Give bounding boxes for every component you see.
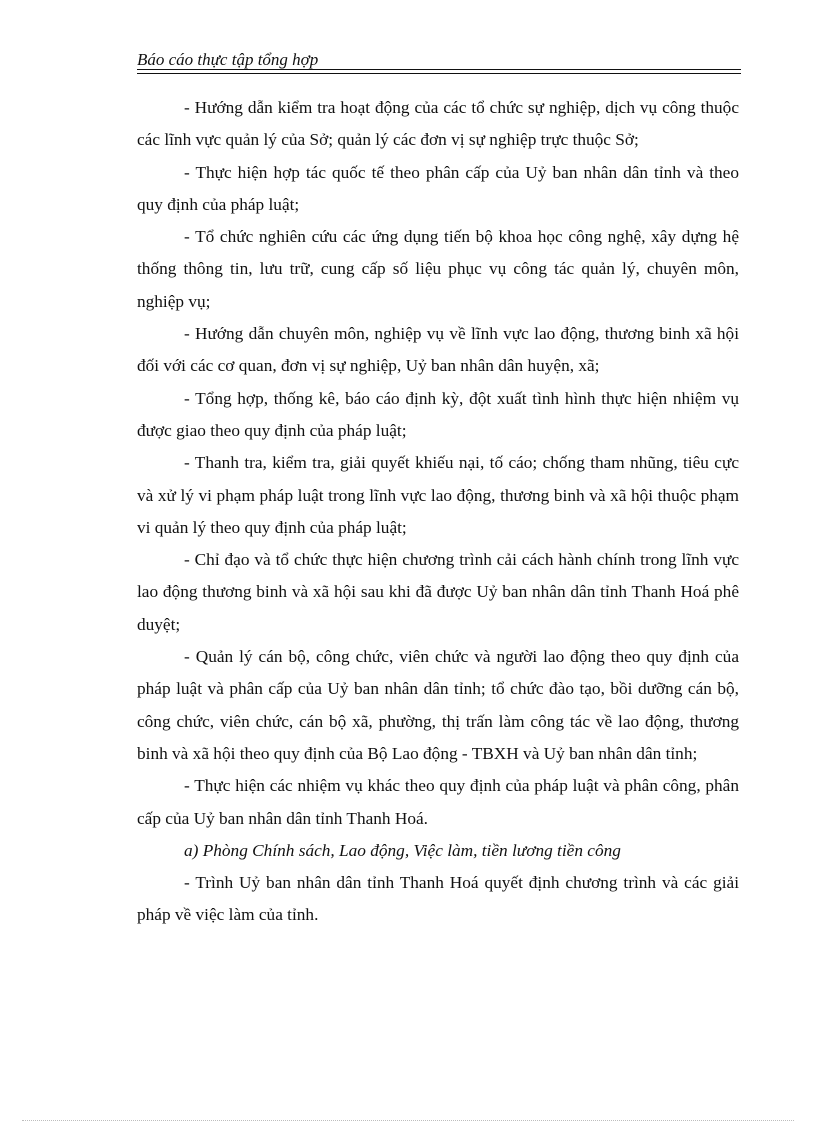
page-bottom-border (22, 1120, 794, 1121)
paragraph-8: - Quản lý cán bộ, công chức, viên chức và người lao động theo quy định của pháp luật và phân cấp của Uỷ ban nhân dân tỉnh; tổ chức đào tạo, bồi dưỡng cán bộ, công chức, viên chức, cán bộ xã, phường, thị trấn làm công tác về lao động, thương binh và xã hội theo quy định của Bộ Lao động - TBXH và Uỷ ban nhân dân tỉnh; (137, 647, 739, 763)
paragraph-1: - Hướng dẫn kiểm tra hoạt động của các tổ chức sự nghiệp, dịch vụ công thuộc các lĩnh vực quản lý của Sở; quản lý các đơn vị sự nghiệp trực thuộc Sở; (137, 98, 739, 150)
paragraph-6: - Thanh tra, kiểm tra, giải quyết khiếu nại, tố cáo; chống tham nhũng, tiêu cực và xử lý vi phạm pháp luật trong lĩnh vực lao động, thương binh và xã hội thuộc phạm vi quản lý theo quy định của pháp luật; (137, 453, 739, 537)
paragraph-3: - Tổ chức nghiên cứu các ứng dụng tiến bộ khoa học công nghệ, xây dựng hệ thống thông tin, lưu trữ, cung cấp số liệu phục vụ công tác quản lý, chuyên môn, nghiệp vụ; (137, 227, 739, 311)
header-rule (137, 69, 741, 70)
paragraph-7: - Chỉ đạo và tổ chức thực hiện chương trình cải cách hành chính trong lĩnh vực lao động thương binh và xã hội sau khi đã được Uỷ ban nhân dân tỉnh Thanh Hoá phê duyệt; (137, 550, 739, 634)
paragraph-10: - Trình Uỷ ban nhân dân tỉnh Thanh Hoá quyết định chương trình và các giải pháp về việc làm của tỉnh. (137, 873, 739, 925)
section-heading: a) Phòng Chính sách, Lao động, Việc làm, tiền lương tiền công (184, 840, 621, 860)
header-rule-secondary (137, 73, 741, 74)
paragraph-9: - Thực hiện các nhiệm vụ khác theo quy định của pháp luật và phân công, phân cấp của Uỷ ban nhân dân tỉnh Thanh Hoá. (137, 776, 739, 828)
paragraph-5: - Tổng hợp, thống kê, báo cáo định kỳ, đột xuất tình hình thực hiện nhiệm vụ được giao theo quy định của pháp luật; (137, 388, 739, 440)
page-header-title: Báo cáo thực tập tổng hợp (137, 50, 319, 69)
paragraph-4: - Hướng dẫn chuyên môn, nghiệp vụ về lĩnh vực lao động, thương binh xã hội đối với các cơ quan, đơn vị sự nghiệp, Uỷ ban nhân dân huyện, xã; (137, 324, 739, 376)
paragraph-2: - Thực hiện hợp tác quốc tế theo phân cấp của Uỷ ban nhân dân tỉnh và theo quy định của pháp luật; (137, 162, 739, 214)
document-body (137, 92, 739, 932)
